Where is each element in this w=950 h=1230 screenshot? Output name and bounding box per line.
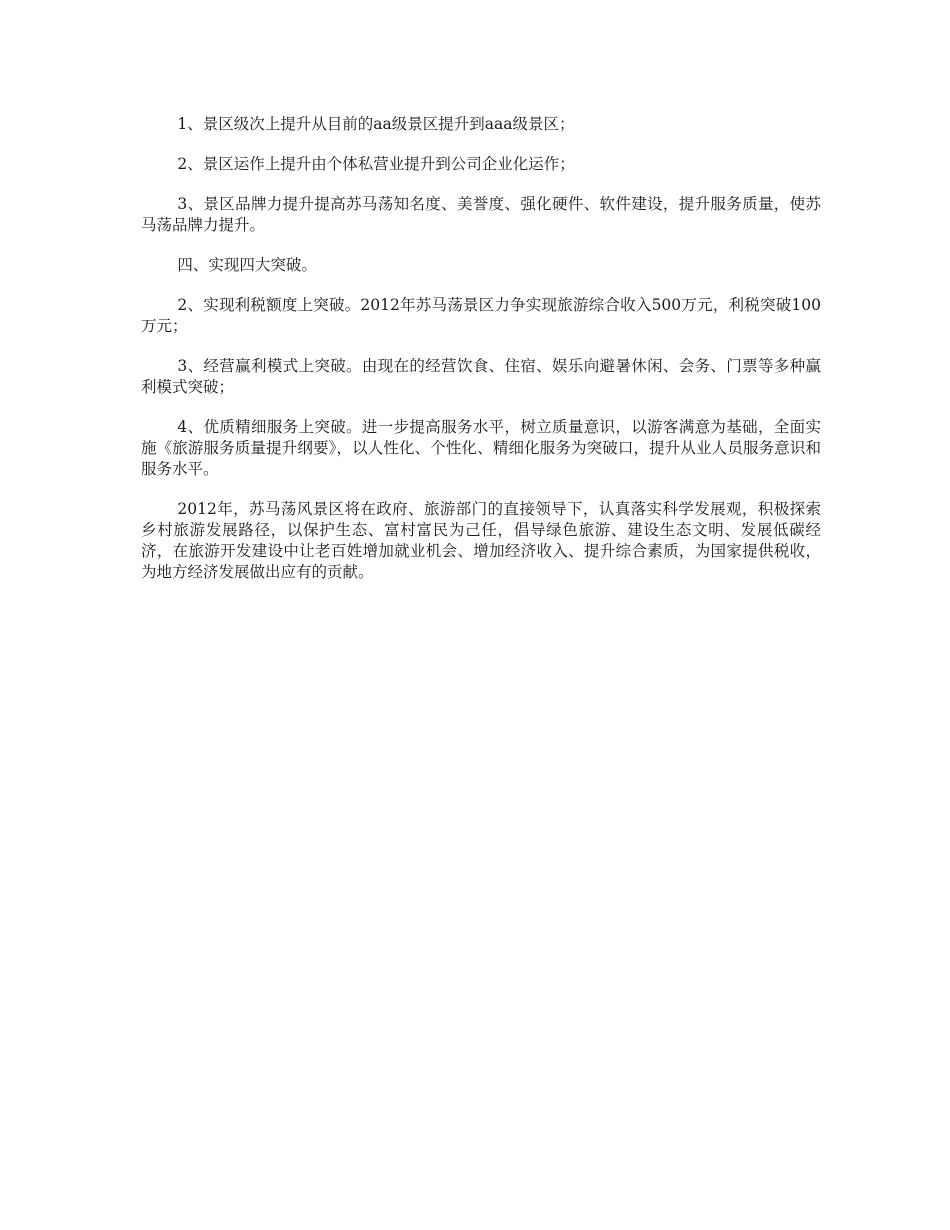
paragraph-grade-upgrade: 1、景区级次上提升从目前的aa级景区提升到aaa级景区； <box>177 115 575 133</box>
paragraph-profit-model-breakthrough: 3、经营赢利模式上突破。由现在的经营饮食、住宿、娱乐向避暑休闲、会务、门票等多种赢利模式突破； <box>141 357 821 396</box>
document-body <box>141 114 821 602</box>
paragraph-conclusion: 2012年，苏马荡风景区将在政府、旅游部门的直接领导下，认真落实科学发展观，积极探索乡村旅游发展路径，以保护生态、富村富民为己任，倡导绿色旅游、建设生态文明、发展低碳经济，在旅游开发建设中让老百姓增加就业机会、增加经济收入、提升综合素质，为国家提供税收，为地方经济发展做出应有的贡献。 <box>141 500 821 581</box>
paragraph-brand-upgrade: 3、景区品牌力提升提高苏马荡知名度、美誉度、强化硬件、软件建设，提升服务质量，使苏马荡品牌力提升。 <box>141 195 821 234</box>
paragraph-tax-breakthrough: 2、实现利税额度上突破。2012年苏马荡景区力争实现旅游综合收入500万元，利税突破100万元； <box>141 296 821 335</box>
section-heading-four-breakthroughs: 四、实现四大突破。 <box>177 256 317 274</box>
paragraph-operation-upgrade: 2、景区运作上提升由个体私营业提升到公司企业化运作； <box>177 155 575 173</box>
paragraph-service-breakthrough: 4、优质精细服务上突破。进一步提高服务水平，树立质量意识，以游客满意为基础，全面实施《旅游服务质量提升纲要》，以人性化、个性化、精细化服务为突破口，提升从业人员服务意识和服务水平。 <box>141 418 821 478</box>
